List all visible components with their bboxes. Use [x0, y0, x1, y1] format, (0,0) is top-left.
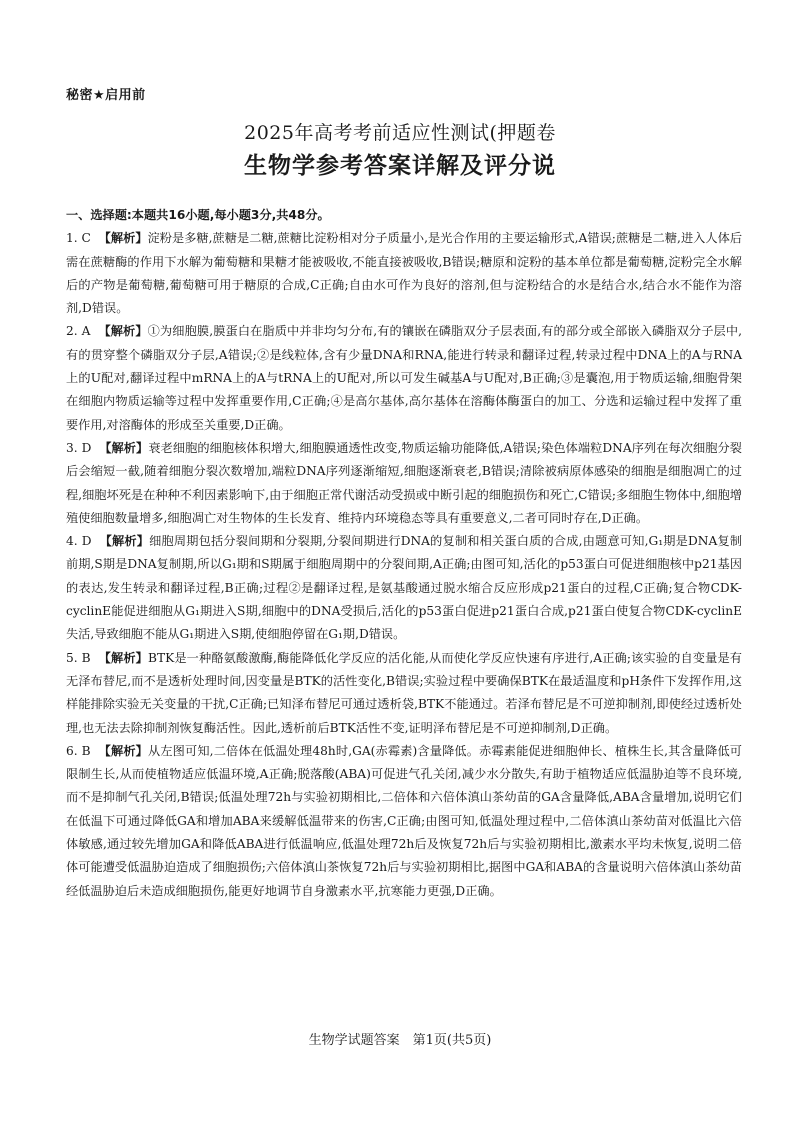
analysis-tag: 【解析】 — [98, 231, 148, 246]
question-number: 6. B — [66, 743, 91, 758]
analysis-text: BTK是一种酪氨酸激酶,酶能降低化学反应的活化能,从而使化学反应快速有序进行,A正确;该实验的自变量是有无泽布替尼,而不是透析处理时间,因变量是BTK的活性变化,B错误;实验过程中要确保BTK在最适温度和pH条件下发挥作用,这样能排除实验无关变量的干扰,C正确;已知泽布替尼可通过透析袋,BTK不能通过。若泽布替尼是不可逆抑制剂,即使经过透析处理,也无法去除抑制剂恢复酶活性。因此,透析前后BTK活性不变,证明泽布替尼是不可逆抑制剂,D正确。 — [66, 650, 742, 735]
analysis-tag: 【解析】 — [98, 743, 148, 758]
question-5-answer — [66, 647, 742, 740]
answer-content — [66, 204, 742, 903]
analysis-tag: 【解析】 — [98, 650, 148, 665]
analysis-tag: 【解析】 — [98, 324, 148, 339]
question-number: 5. B — [66, 650, 91, 665]
analysis-text: 淀粉是多糖,蔗糖是二糖,蔗糖比淀粉相对分子质量小,是光合作用的主要运输形式,A错误;蔗糖是二糖,进入人体后需在蔗糖酶的作用下水解为葡萄糖和果糖才能被吸收,不能直接被吸收,B错误;糖原和淀粉的基本单位都是葡萄糖,淀粉完全水解后的产物是葡萄糖,葡萄糖可用于糖原的合成,C正确;自由水可作为良好的溶剂,但与淀粉结合的水是结合水,结合水不能作为溶剂,D错误。 — [66, 231, 743, 316]
question-number: 1. C — [66, 231, 91, 246]
analysis-tag: 【解析】 — [99, 534, 150, 549]
analysis-tag: 【解析】 — [99, 440, 149, 455]
question-3-answer — [66, 437, 742, 530]
question-number: 3. D — [66, 440, 92, 455]
analysis-text: 从左图可知,二倍体在低温处理48h时,GA(赤霉素)含量降低。赤霉素能促进细胞伸长、植株生长,其含量降低可限制生长,从而使植物适应低温环境,A正确;脱落酸(ABA)可促进气孔关闭,减少水分散失,有助于植物适应低温胁迫等不良环境,而不是抑制气孔关闭,B错误;低温处理72h与实验初期相比,二倍体和六倍体滇山茶幼苗的GA含量降低,ABA含量增加,说明它们在低温下可通过降低GA和增加ABA来缓解低温带来的伤害,C正确;由图可知,低温处理过程中,二倍体滇山茶幼苗对低温比六倍体敏感,通过较先增加GA和降低ABA进行低温响应,低温处理72h后及恢复72h后与实验初期相比,激素水平均未恢复,说明二倍体可能遭受低温胁迫造成了细胞损伤;六倍体滇山茶恢复72h后与实验初期相比,据图中GA和ABA的含量说明六倍体滇山茶幼苗经低温胁迫后未造成细胞损伤,能更好地调节自身激素水平,抗寒能力更强,D正确。 — [66, 743, 742, 898]
question-6-answer — [66, 740, 742, 903]
confidential-label: 秘密★启用前 — [66, 88, 146, 103]
question-4-answer — [66, 530, 742, 646]
analysis-text: ①为细胞膜,膜蛋白在脂质中并非均匀分布,有的镶嵌在磷脂双分子层表面,有的部分或全部嵌入磷脂双分子层中,有的贯穿整个磷脂双分子层,A错误;②是线粒体,含有少量DNA和RNA,能进行转录和翻译过程,转录过程中DNA上的A与RNA上的U配对,翻译过程中mRNA上的A与tRNA上的U配对,所以可发生碱基A与U配对,B正确;③是囊泡,用于物质运输,细胞骨架在细胞内物质运输等过程中发挥重要作用,C正确;④是高尔基体,高尔基体在溶酶体酶蛋白的加工、分选和运输过程中发挥了重要作用,对溶酶体的形成至关重要,D正确。 — [66, 324, 743, 432]
question-2-answer — [66, 320, 742, 436]
section-heading: 一、选择题:本题共16小题,每小题3分,共48分。 — [66, 208, 330, 222]
analysis-text: 细胞周期包括分裂间期和分裂期,分裂间期进行DNA的复制和相关蛋白质的合成,由题意可知,G₁期是DNA复制前期,S期是DNA复制期,所以G₁期和S期属于细胞周期中的分裂间期,A正确;由图可知,活化的p53蛋白可促进细胞核中p21基因的表达,发生转录和翻译过程,B正确;过程②是翻译过程,是氨基酸通过脱水缩合反应形成p21蛋白的过程,C正确;复合物CDK-cyclinE能促进细胞从G₁期进入S期,细胞中的DNA受损后,活化的p53蛋白促进p21蛋白合成,p21蛋白使复合物CDK-cyclinE失活,导致细胞不能从G₁期进入S期,使细胞停留在G₁期,D错误。 — [66, 534, 743, 642]
question-1-answer — [66, 227, 742, 320]
analysis-text: 衰老细胞的细胞核体积增大,细胞膜通透性改变,物质运输功能降低,A错误;染色体端粒DNA序列在每次细胞分裂后会缩短一截,随着细胞分裂次数增加,端粒DNA序列逐渐缩短,细胞逐渐衰老,B错误;清除被病原体感染的细胞是细胞凋亡的过程,细胞坏死是在种种不利因素影响下,由于细胞正常代谢活动受损或中断引起的细胞损伤和死亡,C错误;多细胞生物体中,细胞增殖使细胞数量增多,细胞凋亡对生物体的生长发育、维持内环境稳态等具有重要意义,二者可同时存在,D正确。 — [66, 440, 742, 525]
question-number: 4. D — [66, 534, 92, 549]
exam-title: 2025年高考考前适应性测试(押题卷 — [244, 122, 556, 144]
question-number: 2. A — [66, 324, 91, 339]
page-footer: 生物学试题答案 第1页(共5页) — [308, 1033, 492, 1048]
document-subtitle: 生物学参考答案详解及评分说 — [244, 153, 556, 179]
